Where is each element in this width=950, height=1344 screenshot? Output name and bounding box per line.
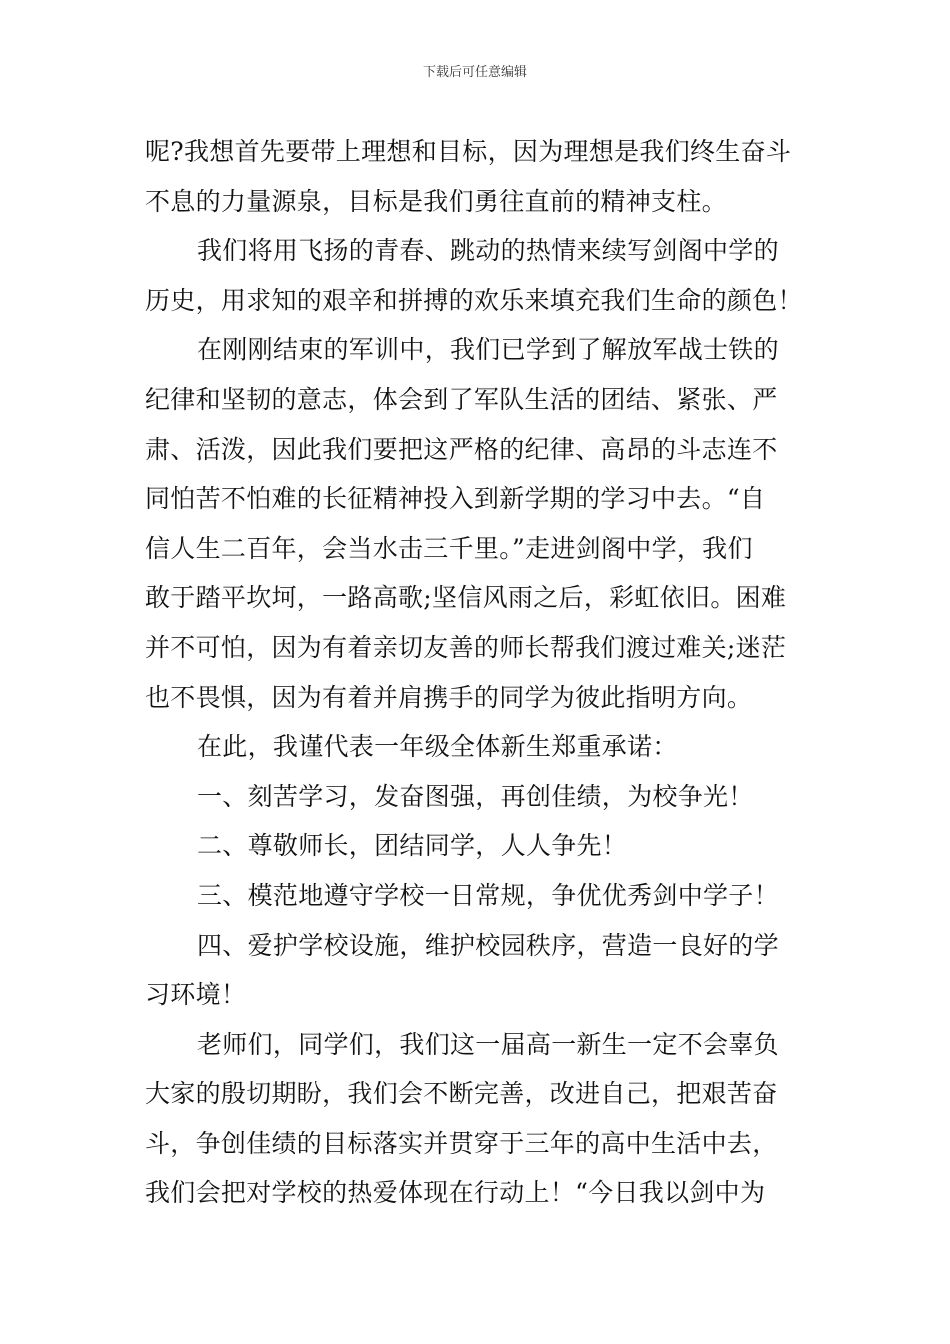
text-line: 我们会把对学校的热爱体现在行动上！“今日我以剑中为 <box>145 1178 766 1208</box>
text-line: 一、刻苦学习，发奋图强，再创佳绩，为校争光！ <box>197 781 754 811</box>
text-line: 在刚刚结束的军训中，我们已学到了解放军战士铁的 <box>197 335 779 365</box>
text-line: 纪律和坚韧的意志，体会到了军队生活的团结、紧张、严 <box>145 384 778 414</box>
text-line: 三、模范地遵守学校一日常规，争优优秀剑中学子！ <box>197 880 779 910</box>
text-line: 肃、活泼，因此我们要把这严格的纪律、高昂的斗志连不 <box>145 434 778 464</box>
text-line: 信人生二百年，会当水击三千里。”走进剑阁中学，我们 <box>145 533 753 563</box>
text-line: 老师们，同学们，我们这一届高一新生一定不会辜负 <box>197 1029 779 1059</box>
text-line: 历史，用求知的艰辛和拼搏的欢乐来填充我们生命的颜色！ <box>145 285 803 315</box>
text-line: 我们将用飞扬的青春、跳动的热情来续写剑阁中学的 <box>197 236 779 266</box>
text-line: 四、爱护学校设施，维护校园秩序，营造一良好的学 <box>197 930 779 960</box>
page-header: 下载后可任意编辑 <box>422 65 527 80</box>
text-line: 二、尊敬师长，团结同学，人人争先！ <box>197 831 628 861</box>
text-line: 呢?我想首先要带上理想和目标，因为理想是我们终生奋斗 <box>145 137 792 166</box>
text-line: 同怕苦不怕难的长征精神投入到新学期的学习中去。“自 <box>145 484 766 514</box>
document-body <box>145 127 810 1218</box>
text-line: 也不畏惧，因为有着并肩携手的同学为彼此指明方向。 <box>145 682 753 712</box>
text-line: 在此，我谨代表一年级全体新生郑重承诺： <box>197 732 678 762</box>
text-line: 敢于踏平坎坷，一路高歌;坚信风雨之后，彩虹依旧。困难 <box>145 583 787 613</box>
text-line: 大家的殷切期盼，我们会不断完善，改进自己，把艰苦奋 <box>145 1079 778 1109</box>
text-line: 斗，争创佳绩的目标落实并贯穿于三年的高中生活中去， <box>145 1128 778 1158</box>
text-line: 不息的力量源泉，目标是我们勇往直前的精神支柱。 <box>145 186 727 216</box>
text-line: 并不可怕，因为有着亲切友善的师长帮我们渡过难关;迷茫 <box>145 632 787 662</box>
text-line: 习环境！ <box>145 980 247 1010</box>
